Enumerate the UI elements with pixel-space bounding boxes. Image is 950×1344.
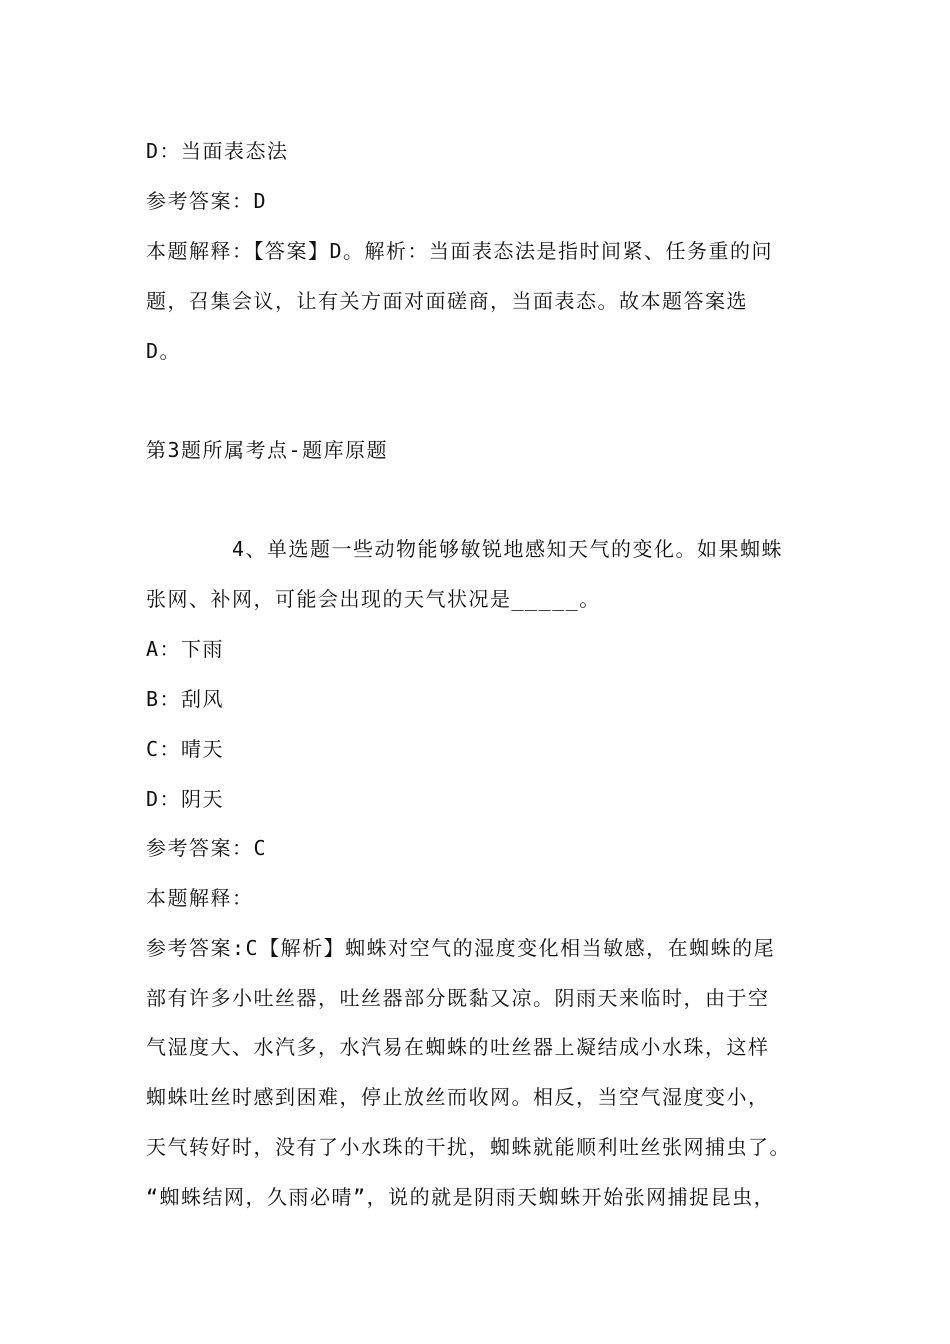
q4-option-d: D：阴天 xyxy=(146,787,225,811)
q4-explanation-line-2: 部有许多小吐丝器，吐丝器部分既黏又凉。阴雨天来临时，由于空 xyxy=(146,986,770,1010)
q3-explanation-line-3: D。 xyxy=(146,339,182,363)
q4-question-line-2: 张网、补网，可能会出现的天气状况是_____。 xyxy=(146,587,601,611)
q4-explanation-line-1: 参考答案:C【解析】蜘蛛对空气的湿度变化相当敏感，在蜘蛛的尾 xyxy=(146,936,776,960)
q3-explanation-line-1: 本题解释：【答案】D。解析：当面表态法是指时间紧、任务重的问 xyxy=(146,239,774,263)
q3-source: 第3题所属考点-题库原题 xyxy=(146,438,389,462)
q4-option-a: A：下雨 xyxy=(146,637,225,661)
q4-question-line-1: 4、单选题一些动物能够敏锐地感知天气的变化。如果蜘蛛 xyxy=(232,537,784,561)
q4-explanation-heading: 本题解释： xyxy=(146,886,254,910)
q3-explanation-line-2: 题，召集会议，让有关方面对面磋商，当面表态。故本题答案选 xyxy=(146,289,748,313)
q4-explanation-line-6: “蜘蛛结网，久雨必晴”，说的就是阴雨天蜘蛛开始张网捕捉昆虫， xyxy=(146,1185,776,1209)
q4-option-c: C：晴天 xyxy=(146,737,225,761)
q4-answer: 参考答案：C xyxy=(146,836,268,860)
q3-answer: 参考答案：D xyxy=(146,189,268,213)
q4-explanation-line-5: 天气转好时，没有了小水珠的干扰，蜘蛛就能顺利吐丝张网捕虫了。 xyxy=(146,1135,791,1159)
q4-explanation-line-3: 气湿度大、水汽多，水汽易在蜘蛛的吐丝器上凝结成小水珠，这样 xyxy=(146,1035,770,1059)
q3-option-d: D：当面表态法 xyxy=(146,139,289,163)
q4-option-b: B：刮风 xyxy=(146,687,225,711)
q4-explanation-line-4: 蜘蛛吐丝时感到困难，停止放丝而收网。相反，当空气湿度变小， xyxy=(146,1085,770,1109)
